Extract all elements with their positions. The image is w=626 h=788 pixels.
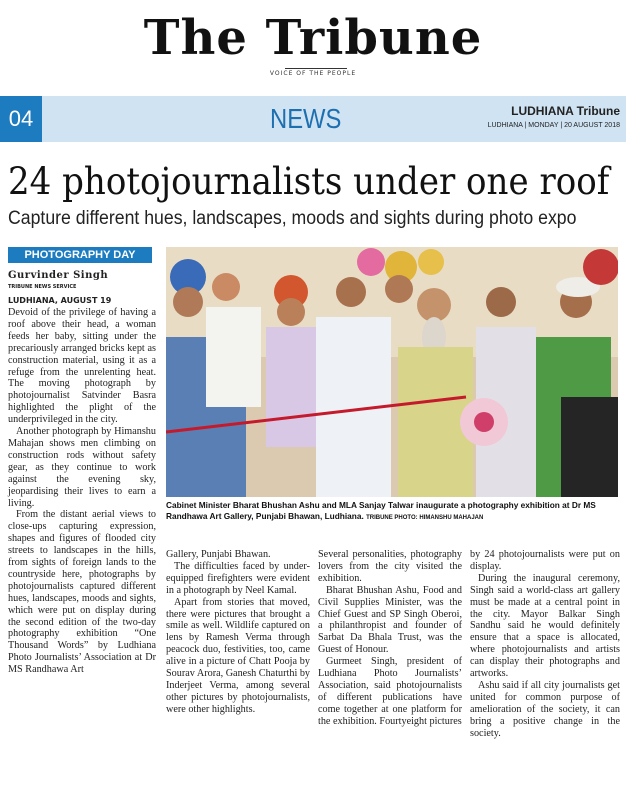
paragraph: Gallery, Punjabi Bhawan. (166, 549, 271, 560)
section-band (0, 96, 626, 142)
byline: Gurvinder Singh (8, 270, 109, 281)
tagline: VOICE OF THE PEOPLE (269, 70, 357, 77)
article-column-1 (8, 307, 156, 676)
tagline-rule (285, 68, 347, 69)
masthead (0, 0, 626, 92)
paragraph: Apart from stories that moved, there were pictures that brought a smile as well. Wildlife captured on lens by Ramesh Verma through peacock duo, festivities, too, came alive in a picture of Chatt Pooja by Sourav Arora, Ganesh Chaturthi by Inderjeet Verma, among several other pictures by photojournalists, were other highlights. (166, 596, 311, 715)
dateline: LUDHIANA, AUGUST 19 (8, 296, 112, 305)
subheadline: Capture different hues, landscapes, moods and sights during photo expo (8, 208, 577, 229)
photo-illustration (166, 247, 618, 497)
paragraph: Several personalities, photography lovers from the city visited the exhibition. (318, 549, 462, 584)
article-column-3 (318, 549, 462, 728)
article-column-4 (470, 549, 620, 740)
headline: 24 photojournalists under one roof (8, 160, 610, 203)
photo-caption (166, 500, 620, 524)
article-column-2 (166, 549, 310, 716)
paragraph: Ashu said if all city journalists get united for common purpose of amelioration of the society, it can bring a positive change in the society. (470, 679, 620, 739)
section-title: NEWS (270, 103, 342, 134)
news-service: TRIBUNE NEWS SERVICE (8, 284, 77, 290)
paragraph: Another photograph by Himanshu Mahajan shows men climbing on construction rods without safety gear, as they continue to work against the evening sky, jeopardising their lives to earn a living. (8, 426, 156, 509)
caption-text: Cabinet Minister Bharat Bhushan Ashu and MLA Sanjay Talwar inaugurate a photography exhibition at Dr MS Randhawa Art Gallery, Punjabi Bhawan, Ludhiana. (166, 500, 596, 521)
paragraph: From the distant aerial views to close-ups capturing expression, shapes and figures of flooded city streets to landscapes in the hills, from sights of foreign lands to the countryside here, photographs by photojournalists captured different hues, landscapes, moods and sights, which were put on display during the second edition of the two-day photography exhibition “One Thousand Words” by Ludhiana Photo Journalists’ Association at Dr MS Randhawa Art (8, 509, 156, 676)
newspaper-logo: The Tribune (143, 10, 483, 66)
edition-date: LUDHIANA | MONDAY | 20 AUGUST 2018 (487, 122, 620, 129)
paragraph: The difficulties faced by under-equipped firefighters were evident in a photograph by Neel Kamal. (166, 560, 310, 596)
edition-block (488, 104, 620, 129)
news-photo (166, 247, 618, 497)
paragraph: During the inaugural ceremony, Singh said a world-class art gallery must be made at a central point in the city. Mayor Balkar Singh Sandhu said he would definitely ensure that a space is allocated, where photojournalists and artists can display their photographs and artworks. (470, 572, 620, 680)
paragraph: Bharat Bhushan Ashu, Food and Civil Supplies Minister, was the Chief Guest and SP Singh Oberoi, a philanthropist and founder of Sarbat Da Bhala Trust, was the Guest of Honour. (318, 584, 462, 656)
paragraph: by 24 photojournalists were put on display. (470, 549, 620, 572)
kicker-label: PHOTOGRAPHY DAY (8, 247, 152, 263)
page-number: 04 (0, 96, 42, 142)
photo-credit: TRIBUNE PHOTO: HIMANSHU MAHAJAN (366, 515, 484, 521)
paragraph: Devoid of the privilege of having a roof above their head, a woman feeds her baby, sitting under the precariously arranged bricks kept as construction material, using it as a refuge from the unrelenting heat. The moving photograph by photojournalist Satvinder Basra highlighted the plight of the underprivileged in the city. (8, 307, 156, 426)
edition-name: LUDHIANA Tribune (511, 104, 620, 118)
paragraph: Gurmeet Singh, president of Ludhiana Photo Journalists’ Association, said photojournalists of different publications have come together at one platform for the exhibition. Fourtyeight pictures (318, 656, 462, 727)
